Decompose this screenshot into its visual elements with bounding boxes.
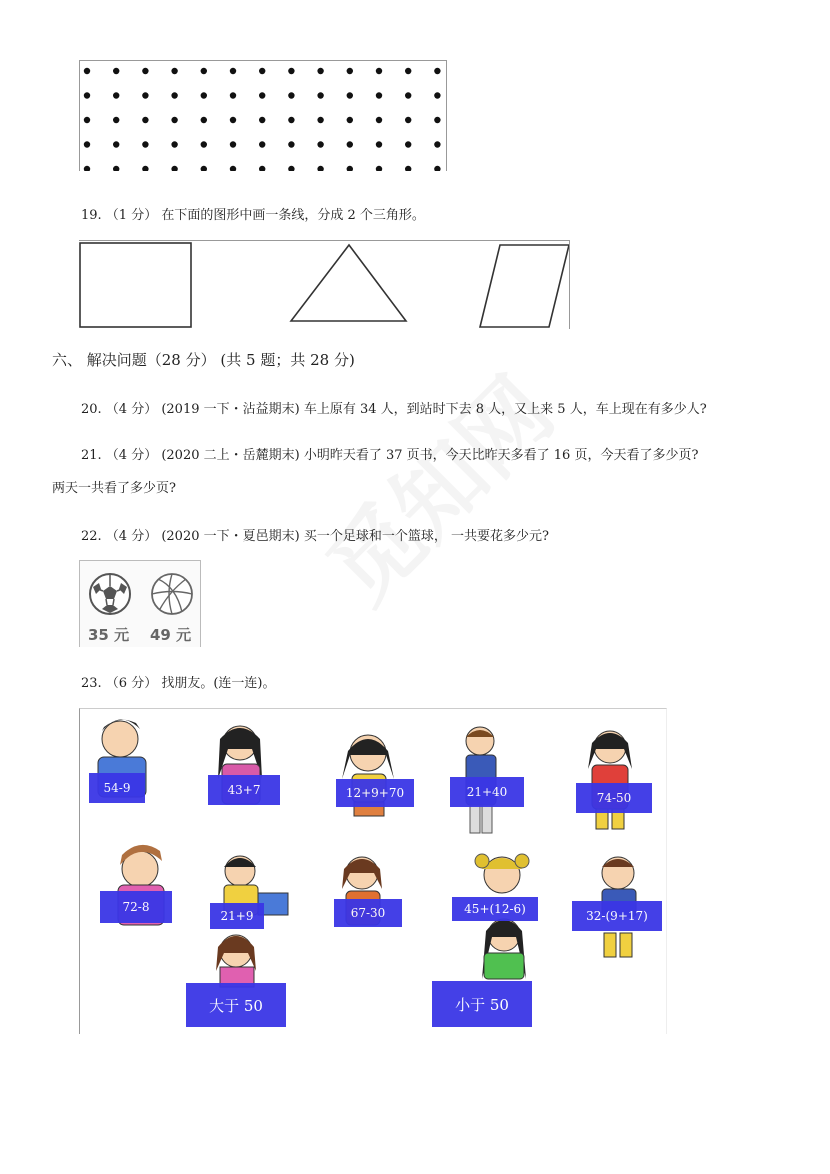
- label-less-than-50: 小于 50: [432, 981, 532, 1027]
- grid-dot: [347, 92, 353, 98]
- grid-dot: [171, 166, 177, 171]
- grid-dot: [84, 141, 90, 147]
- grid-dot: [201, 92, 207, 98]
- grid-dot: [434, 117, 440, 123]
- grid-dot: [113, 141, 119, 147]
- grid-dot: [113, 92, 119, 98]
- label-greater-than-50: 大于 50: [186, 983, 286, 1027]
- grid-dot: [317, 68, 323, 74]
- grid-dot: [288, 117, 294, 123]
- football-price: 35 元: [88, 626, 130, 644]
- grid-dot: [201, 117, 207, 123]
- grid-dot: [230, 117, 236, 123]
- question-21-line-2: 两天一共看了多少页?: [52, 481, 176, 496]
- grid-dot: [288, 92, 294, 98]
- child-11-illustration: [216, 935, 256, 987]
- grid-dot: [317, 117, 323, 123]
- grid-dot: [347, 141, 353, 147]
- grid-dot: [347, 68, 353, 74]
- grid-dot: [317, 166, 323, 171]
- grid-dot: [405, 92, 411, 98]
- dot-grid-svg: [80, 61, 446, 171]
- grid-dot: [113, 68, 119, 74]
- grid-dot: [142, 68, 148, 74]
- grid-dot: [376, 166, 382, 171]
- grid-dot: [84, 166, 90, 171]
- grid-dot: [288, 141, 294, 147]
- friends-matching-figure: [79, 708, 667, 1034]
- grid-dot: [230, 141, 236, 147]
- grid-dot: [84, 117, 90, 123]
- grid-dot: [405, 166, 411, 171]
- question-21-line-1: 21. （4 分） (2020 二上・岳麓期末) 小明昨天看了 37 页书，今天比昨天多看了 16 页，今天看了多少页?: [81, 448, 699, 463]
- basketball-icon: [152, 574, 192, 614]
- grid-dot: [84, 92, 90, 98]
- grid-dot: [113, 117, 119, 123]
- grid-dot: [171, 117, 177, 123]
- grid-dot: [405, 141, 411, 147]
- label-74-50: 74-50: [576, 783, 652, 813]
- label-67-30: 67-30: [334, 899, 402, 927]
- grid-dot: [171, 92, 177, 98]
- label-72-8: 72-8: [100, 891, 172, 923]
- grid-dot: [288, 166, 294, 171]
- grid-dot: [84, 68, 90, 74]
- grid-dot: [405, 68, 411, 74]
- grid-dot: [405, 117, 411, 123]
- grid-dot: [376, 117, 382, 123]
- football-icon: [90, 574, 130, 614]
- grid-dot: [434, 68, 440, 74]
- grid-dot: [259, 68, 265, 74]
- question-23: 23. （6 分） 找朋友。(连一连)。: [81, 676, 276, 691]
- question-20: 20. （4 分） (2019 一下・沾益期末) 车上原有 34 人，到站时下去 8 人，又上来 5 人，车上现在有多少人?: [81, 402, 707, 417]
- grid-dot: [376, 92, 382, 98]
- parallelogram-shape: [480, 245, 569, 327]
- grid-dot: [259, 117, 265, 123]
- grid-dot: [230, 166, 236, 171]
- grid-dot: [376, 141, 382, 147]
- child-9-illustration: [475, 854, 529, 893]
- grid-dot: [201, 68, 207, 74]
- dot-grid-figure: [79, 60, 447, 171]
- question-22: 22. （4 分） (2020 一下・夏邑期末) 买一个足球和一个篮球， 一共要花多少元?: [81, 529, 549, 544]
- grid-dot: [259, 92, 265, 98]
- label-32-9-17: 32-(9+17): [572, 901, 662, 931]
- grid-dot: [142, 141, 148, 147]
- grid-dot: [434, 166, 440, 171]
- grid-dot: [259, 141, 265, 147]
- grid-dot: [347, 166, 353, 171]
- grid-dot: [142, 117, 148, 123]
- grid-dot: [230, 68, 236, 74]
- balls-figure: [79, 560, 201, 647]
- grid-dot: [434, 141, 440, 147]
- rectangle-shape: [80, 243, 191, 327]
- grid-dot: [113, 166, 119, 171]
- child-5-illustration: [588, 731, 632, 829]
- label-21-40: 21+40: [450, 777, 524, 807]
- label-43-7: 43+7: [208, 775, 280, 805]
- grid-dot: [288, 68, 294, 74]
- grid-dot: [142, 92, 148, 98]
- grid-dot: [317, 141, 323, 147]
- section-6-heading: 六、 解决问题（28 分） (共 5 题；共 28 分): [52, 351, 355, 369]
- grid-dot: [376, 68, 382, 74]
- grid-dot: [347, 117, 353, 123]
- grid-dot: [171, 141, 177, 147]
- question-19: 19. （1 分） 在下面的图形中画一条线，分成 2 个三角形。: [81, 208, 425, 223]
- shapes-figure: [79, 240, 570, 329]
- grid-dot: [230, 92, 236, 98]
- triangle-shape: [291, 245, 406, 321]
- watermark: [294, 344, 577, 627]
- grid-dot: [317, 92, 323, 98]
- grid-dot: [201, 141, 207, 147]
- grid-dot: [259, 166, 265, 171]
- children-illustration: [80, 709, 666, 1034]
- shapes-svg: [79, 241, 569, 329]
- label-54-9: 54-9: [89, 773, 145, 803]
- label-12-9-70: 12+9+70: [336, 779, 414, 807]
- grid-dot: [434, 92, 440, 98]
- grid-dot: [201, 166, 207, 171]
- label-45-12-6: 45+(12-6): [452, 897, 538, 921]
- grid-dot: [171, 68, 177, 74]
- child-12-illustration: [482, 919, 526, 979]
- label-21-9: 21+9: [210, 903, 264, 929]
- basketball-price: 49 元: [150, 626, 192, 644]
- grid-dot: [142, 166, 148, 171]
